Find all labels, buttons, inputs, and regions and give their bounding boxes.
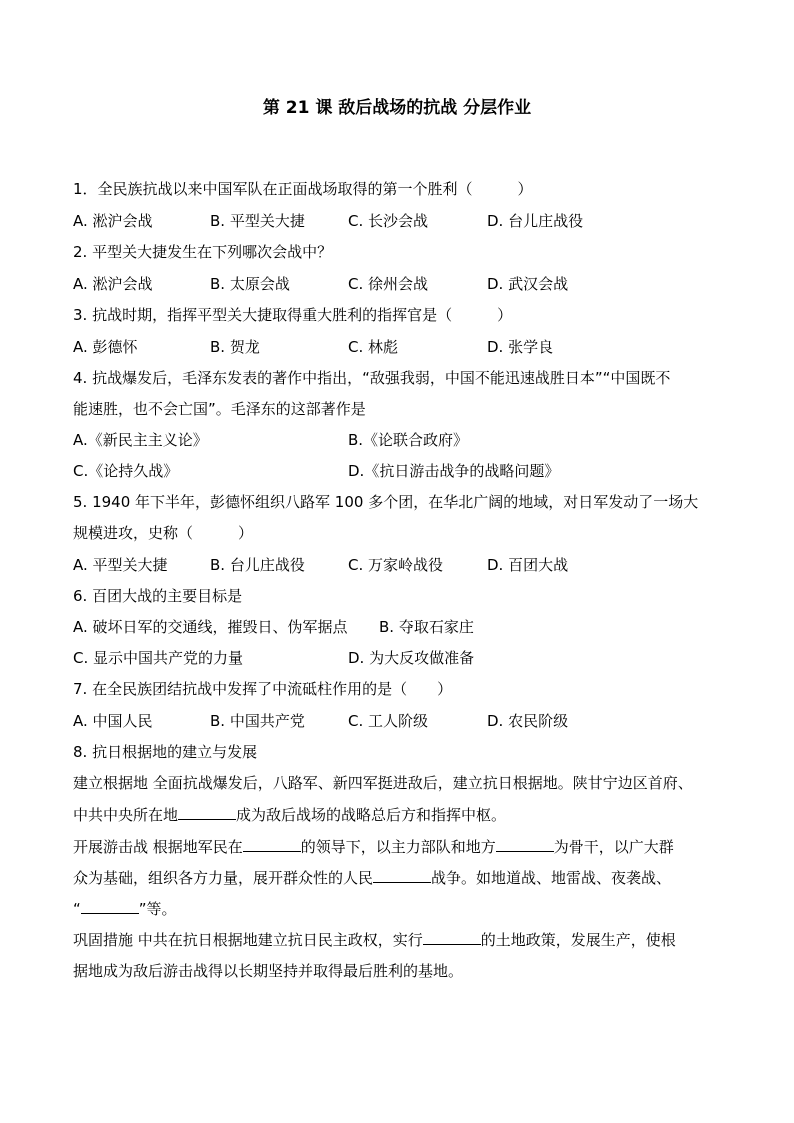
option-b: B. 平型关大捷 <box>210 212 305 230</box>
text-segment: 开展游击战 根据地军民在 <box>73 838 243 856</box>
option-b: B. 夺取石家庄 <box>379 618 474 636</box>
option-c: C. 徐州会战 <box>348 275 429 293</box>
question-5-stem-line-1: 5. 1940 年下半年，彭德怀组织八路军 100 多个团，在华北广阔的地域，对日军发动了一场大 <box>73 493 699 511</box>
question-4-options-row-1 <box>73 431 723 449</box>
q8-paragraph-1-line-2 <box>73 805 506 824</box>
option-a: A. 淞沪会战 <box>73 212 153 230</box>
fill-blank[interactable] <box>81 899 139 914</box>
question-8-heading: 8. 抗日根据地的建立与发展 <box>73 743 258 761</box>
option-c: C. 工人阶级 <box>348 712 429 730</box>
option-c: C. 万家岭战役 <box>348 556 444 574</box>
option-d: D. 台儿庄战役 <box>487 212 584 230</box>
text-segment: 成为敌后战场的战略总后方和指挥中枢。 <box>236 806 507 824</box>
option-c: C. 长沙会战 <box>348 212 429 230</box>
q8-paragraph-2-line-2 <box>73 868 671 887</box>
option-b: B. 台儿庄战役 <box>210 556 305 574</box>
text-segment: 众为基础，组织各方力量，展开群众性的人民 <box>73 869 374 887</box>
text-segment: ”等。 <box>138 900 177 918</box>
text-segment: 的领导下，以主力部队和地方 <box>300 838 496 856</box>
option-d: D.《抗日游击战争的战略问题》 <box>348 462 560 480</box>
question-2-stem: 2. 平型关大捷发生在下列哪次会战中？ <box>73 243 333 261</box>
option-d: D. 张学良 <box>487 338 554 356</box>
question-1-stem: 1．全民族抗战以来中国军队在正面战场取得的第一个胜利（ ） <box>73 180 533 198</box>
question-2-options <box>73 275 723 293</box>
question-3-options <box>73 338 723 356</box>
fill-blank[interactable] <box>373 868 431 883</box>
option-a: A.《新民主主义论》 <box>73 431 208 449</box>
text-segment: 的土地政策，发展生产，使根 <box>480 931 676 949</box>
fill-blank[interactable] <box>496 837 554 852</box>
question-6-options-row-2 <box>73 649 723 667</box>
text-segment: “ <box>73 900 81 918</box>
question-5-options <box>73 556 723 574</box>
question-4-stem-line-2: 能速胜，也不会亡国”。毛泽东的这部著作是 <box>73 400 366 418</box>
option-a: A. 平型关大捷 <box>73 556 168 574</box>
text-segment: 巩固措施 中共在抗日根据地建立抗日民主政权，实行 <box>73 931 423 949</box>
option-b: B.《论联合政府》 <box>348 431 469 449</box>
question-4-options-row-2 <box>73 462 723 480</box>
q8-paragraph-2-line-1 <box>73 837 674 856</box>
option-d: D. 为大反攻做准备 <box>348 649 475 667</box>
text-segment: 为骨干，以广大群 <box>553 838 674 856</box>
question-6-options-row-1 <box>73 618 723 636</box>
option-a: A. 淞沪会战 <box>73 275 153 293</box>
question-7-stem: 7. 在全民族团结抗战中发挥了中流砥柱作用的是（ ） <box>73 680 453 698</box>
option-c: C. 显示中国共产党的力量 <box>73 649 244 667</box>
option-a: A. 中国人民 <box>73 712 153 730</box>
option-d: D. 百团大战 <box>487 556 569 574</box>
option-c: C.《论持久战》 <box>73 462 179 480</box>
option-b: B. 中国共产党 <box>210 712 305 730</box>
fill-blank[interactable] <box>243 837 301 852</box>
option-d: D. 武汉会战 <box>487 275 569 293</box>
q8-paragraph-1-line-1: 建立根据地 全面抗战爆发后，八路军、新四军挺进敌后，建立抗日根据地。陕甘宁边区首府、 <box>73 774 693 792</box>
page-title: 第 21 课 敌后战场的抗战 分层作业 <box>262 98 532 118</box>
question-3-stem: 3. 抗战时期，指挥平型关大捷取得重大胜利的指挥官是（ ） <box>73 306 513 324</box>
option-d: D. 农民阶级 <box>487 712 569 730</box>
q8-paragraph-3-line-1 <box>73 930 676 949</box>
option-a: A. 破坏日军的交通线，摧毁日、伪军据点 <box>73 618 348 636</box>
option-a: A. 彭德怀 <box>73 338 138 356</box>
fill-blank[interactable] <box>178 805 236 820</box>
text-segment: 中共中央所在地 <box>73 806 179 824</box>
question-6-stem: 6. 百团大战的主要目标是 <box>73 587 243 605</box>
option-b: B. 贺龙 <box>210 338 260 356</box>
q8-paragraph-3-line-2: 据地成为敌后游击战得以长期坚持并取得最后胜利的基地。 <box>73 962 464 980</box>
fill-blank[interactable] <box>423 930 481 945</box>
question-7-options <box>73 712 723 730</box>
option-b: B. 太原会战 <box>210 275 290 293</box>
q8-paragraph-2-line-3 <box>73 899 177 918</box>
question-4-stem-line-1: 4. 抗战爆发后，毛泽东发表的著作中指出，“敌强我弱，中国不能迅速战胜日本”“中国既不 <box>73 369 671 387</box>
question-1-options <box>73 212 723 230</box>
text-segment: 战争。如地道战、地雷战、夜袭战、 <box>431 869 672 887</box>
question-5-stem-line-2: 规模进攻，史称（ ） <box>73 524 254 542</box>
option-c: C. 林彪 <box>348 338 399 356</box>
